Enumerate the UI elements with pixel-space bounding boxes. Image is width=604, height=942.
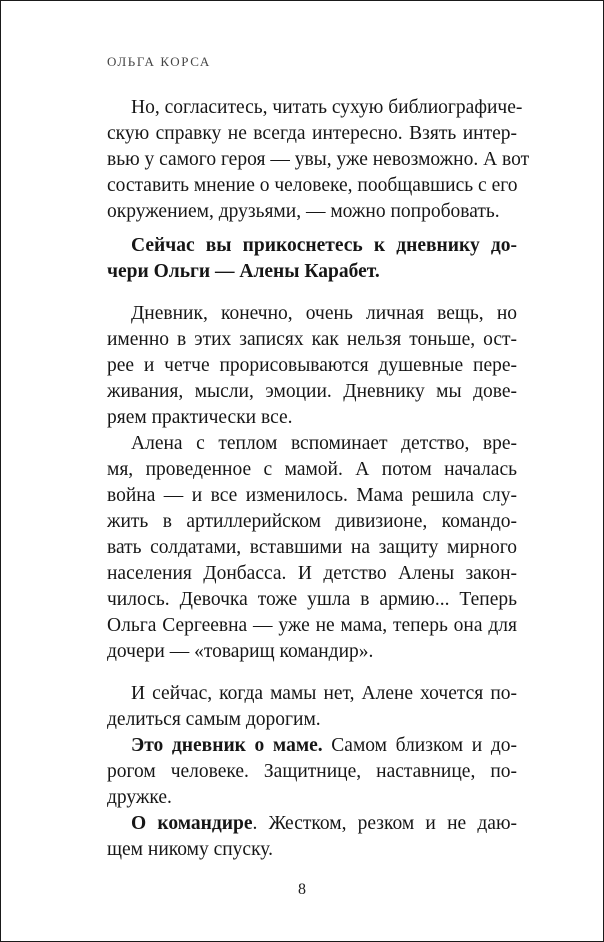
text-line: вью у самого героя — увы, уже невозможно. А вот (107, 149, 530, 170)
text-line: скую справку не всегда интересно. Взять интер- (107, 123, 517, 144)
text-line: Дневник, конечно, очень личная вещь, но (131, 303, 517, 324)
text-line: живания, мысли, эмоции. Дневнику мы дове- (107, 381, 517, 402)
text-line: именно в этих записях как нельзя тоньше, ост- (107, 329, 517, 350)
text-line: война — и все изменилось. Мама решила слу- (107, 485, 517, 506)
text-line: Сейчас вы прикоснетесь к дневнику до- (131, 235, 517, 256)
text-line (131, 733, 517, 759)
text-line: населения Донбасса. И детство Алены закон- (107, 563, 517, 584)
text-line: Алена с теплом вспоминает детство, вре- (131, 433, 517, 454)
text-line: рее и четче прорисовываются душевные пере- (107, 355, 517, 376)
text-line: ряем практически все. (107, 407, 293, 428)
text-line: дружке. (107, 787, 172, 808)
text-line (131, 811, 517, 837)
page-number: 8 (298, 881, 306, 898)
text-line: жить в артиллерийском дивизионе, командо- (107, 511, 517, 532)
line-rest: Самом близком и до- (322, 735, 518, 756)
text-line: рогом человеке. Защитнице, наставнице, по- (107, 761, 517, 782)
text-line: чери Ольги — Алены Карабет. (107, 261, 380, 282)
text-line: делиться самым дорогим. (107, 709, 321, 730)
bold-phrase: Это дневник о маме. (131, 735, 323, 756)
running-head: ОЛЬГА КОРСА (107, 54, 211, 69)
text-line: Но, согласитесь, читать сухую библиографиче- (131, 97, 523, 118)
text-line: чилось. Девочка тоже ушла в армию... Теперь (107, 589, 517, 610)
text-line: вать солдатами, вставшими на защиту мирного (107, 537, 517, 558)
bold-phrase: О командире (131, 813, 253, 834)
text-line: мя, проведенное с мамой. А потом началась (107, 459, 517, 480)
text-line: дочери — «товарищ командир». (107, 641, 374, 662)
text-line: окружением, друзьями, — можно попробовать. (107, 201, 500, 222)
text-line: щем никому спуску. (107, 839, 273, 860)
text-line: Ольга Сергеевна — уже не мама, теперь она для (107, 615, 517, 636)
text-line: составить мнение о человеке, пообщавшись с его (107, 175, 518, 196)
text-line: И сейчас, когда мамы нет, Алене хочется по- (131, 683, 517, 704)
line-rest: . Жестком, резком и не даю- (252, 813, 518, 834)
